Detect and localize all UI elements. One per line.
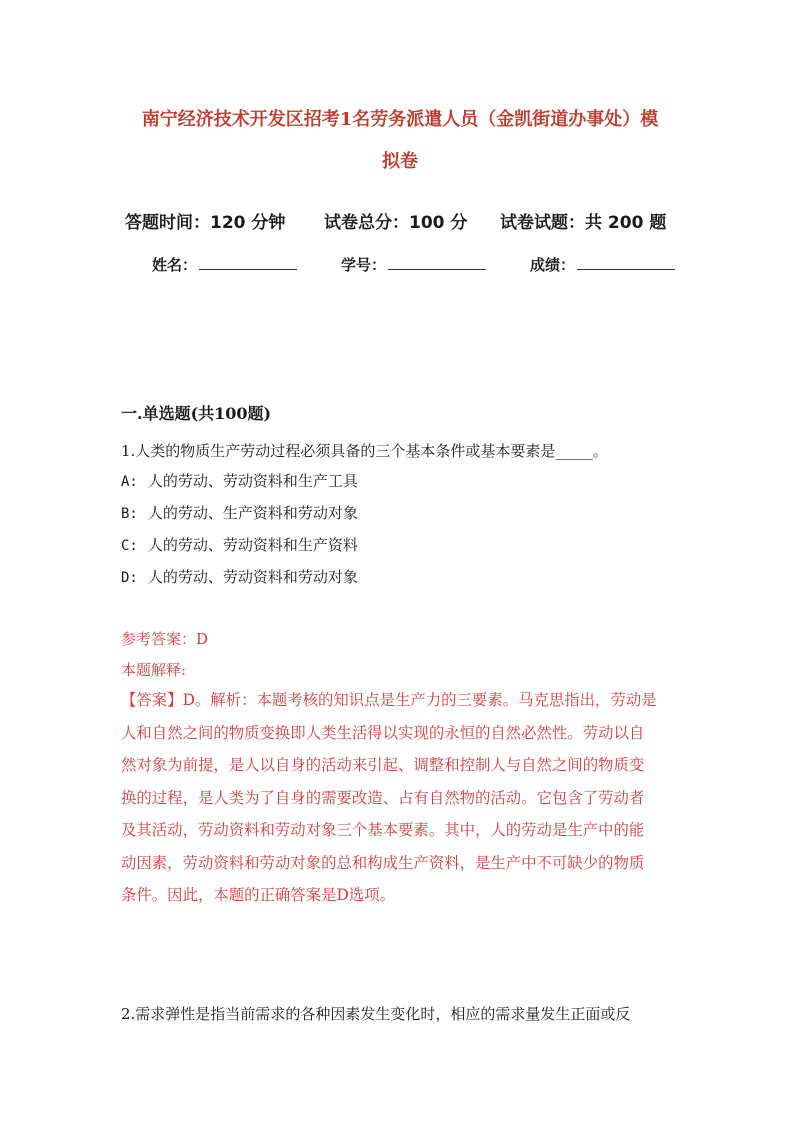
explanation-line: 然对象为前提，是人以自身的活动来引起、调整和控制人与自然之间的物质变: [121, 756, 645, 774]
question-1-text: 1.人类的物质生产劳动过程必须具备的三个基本条件或基本要素是_____。: [121, 442, 608, 460]
option-letter: D:: [121, 570, 138, 586]
question-1-option-b: [121, 502, 358, 523]
explanation-line: 条件。因此，本题的正确答案是D选项。: [121, 886, 395, 904]
score-blank: [577, 255, 675, 270]
explanation-line: 【答案】D。解析：本题考核的知识点是生产力的三要素。马克思指出，劳动是: [121, 691, 657, 709]
option-letter: C:: [121, 538, 138, 554]
exam-question-count: 试卷试题：共 200 题: [500, 213, 667, 233]
name-label: 姓名：: [152, 256, 198, 274]
explanation-line: 动因素，劳动资料和劳动对象的总和构成生产资料，是生产中不可缺少的物质: [121, 853, 645, 872]
id-blank: [388, 255, 486, 270]
question-1-option-d: [121, 566, 358, 587]
question-1-explanation-label: 本题解释:: [121, 661, 187, 679]
option-letter: B:: [121, 506, 138, 522]
option-text: 人的劳动、生产资料和劳动对象: [147, 504, 358, 522]
id-field: [341, 254, 486, 275]
score-label: 成绩：: [530, 256, 576, 274]
name-field: [152, 254, 297, 275]
id-label: 学号：: [341, 256, 387, 274]
option-text: 人的劳动、劳动资料和生产工具: [147, 472, 358, 490]
option-text: 人的劳动、劳动资料和生产资料: [147, 536, 358, 554]
document-title: 南宁经济技术开发区招考1名劳务派遣人员（金凯街道办事处）模: [141, 109, 659, 130]
score-field: [530, 254, 675, 275]
explanation-line: 及其活动，劳动资料和劳动对象三个基本要素。其中，人的劳动是生产中的能: [121, 821, 645, 839]
exam-total-score: 试卷总分：100 分: [324, 213, 468, 233]
question-1-answer: 参考答案：D: [121, 630, 209, 648]
document-title-continued: 拟卷: [382, 151, 418, 172]
question-1-option-a: [121, 470, 358, 491]
section-heading: 一.单选题(共100题): [121, 404, 272, 423]
question-1-explanation: [121, 684, 681, 912]
question-2-text: 2.需求弹性是指当前需求的各种因素发生变化时，相应的需求量发生正面或反: [121, 1005, 631, 1023]
exam-time: 答题时间：120 分钟: [125, 213, 286, 233]
option-letter: A:: [121, 474, 138, 490]
name-blank: [199, 255, 297, 270]
explanation-line: 人和自然之间的物质变换即人类生活得以实现的永恒的自然必然性。劳动以自: [121, 723, 645, 742]
question-1-option-c: [121, 534, 358, 555]
option-text: 人的劳动、劳动资料和劳动对象: [147, 568, 358, 586]
explanation-line: 换的过程，是人类为了自身的需要改造、占有自然物的活动。它包含了劳动者: [121, 788, 645, 807]
